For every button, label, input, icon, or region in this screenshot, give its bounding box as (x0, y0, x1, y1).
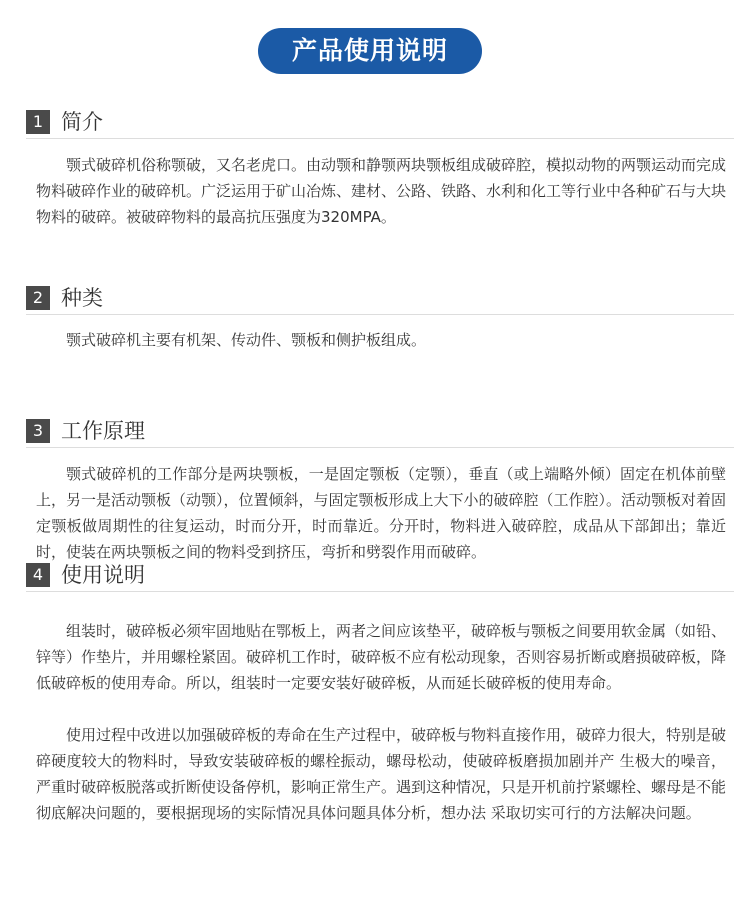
types-paragraph: 颚式破碎机主要有机架、传动件、颚板和侧护板组成。 (66, 331, 427, 349)
usage-paragraph-assembly: 组装时，破碎板必须牢固地贴在鄂板上，两者之间应该垫平，破碎板与颚板之间要用软金属（如铅、锌等）作垫片，并用螺栓紧固。破碎机工作时，破碎板不应有松动现象，否则容易折断或磨损破碎板，降低破碎板的使用寿命。所以，组装时一定要安装好破碎板，从而延长破碎板的使用寿命。 (36, 622, 727, 692)
section-title: 简介 (61, 110, 103, 134)
page-title-banner: 产品使用说明 (258, 28, 482, 74)
intro-paragraph: 颚式破碎机俗称颚破，又名老虎口。由动颚和静颚两块颚板组成破碎腔，模拟动物的两颚运动而完成物料破碎作业的破碎机。广泛运用于矿山冶炼、建材、公路、铁路、水利和化工等行业中各种矿石与大块物料的破碎。被破碎物料的最高抗压强度为320MPA。 (36, 156, 727, 226)
section-header-usage (26, 561, 734, 592)
section-number-badge: 4 (26, 563, 50, 587)
section-number-badge: 3 (26, 419, 50, 443)
section-title: 工作原理 (61, 419, 145, 443)
principle-paragraph: 颚式破碎机的工作部分是两块颚板，一是固定颚板（定颚），垂直（或上端略外倾）固定在机体前壁上，另一是活动颚板（动颚），位置倾斜，与固定颚板形成上大下小的破碎腔（工作腔）。活动颚板对着固定颚板做周期性的往复运动，时而分开，时而靠近。分开时，物料进入破碎腔，成品从下部卸出；靠近时，使装在两块颚板之间的物料受到挤压，弯折和劈裂作用而破碎。 (36, 465, 727, 561)
section-header-types (26, 284, 734, 315)
section-title: 种类 (61, 286, 103, 310)
section-number-badge: 1 (26, 110, 50, 134)
section-header-intro (26, 108, 734, 139)
section-number-badge: 2 (26, 286, 50, 310)
section-header-principle (26, 417, 734, 448)
usage-paragraph-maintenance: 使用过程中改进以加强破碎板的寿命在生产过程中，破碎板与物料直接作用，破碎力很大，特别是破碎硬度较大的物料时，导致安装破碎板的螺栓振动，螺母松动，使破碎板磨损加剧并产 生极大的噪音，严重时破碎板脱落或折断使设备停机，影响正常生产。遇到这种情况，只是开机前拧紧螺栓、螺母是不能彻底解决问题的，要根据现场的实际情况具体问题具体分析，想办法 采取切实可行的方法解决问题。 (36, 726, 727, 822)
section-title: 使用说明 (61, 563, 145, 587)
